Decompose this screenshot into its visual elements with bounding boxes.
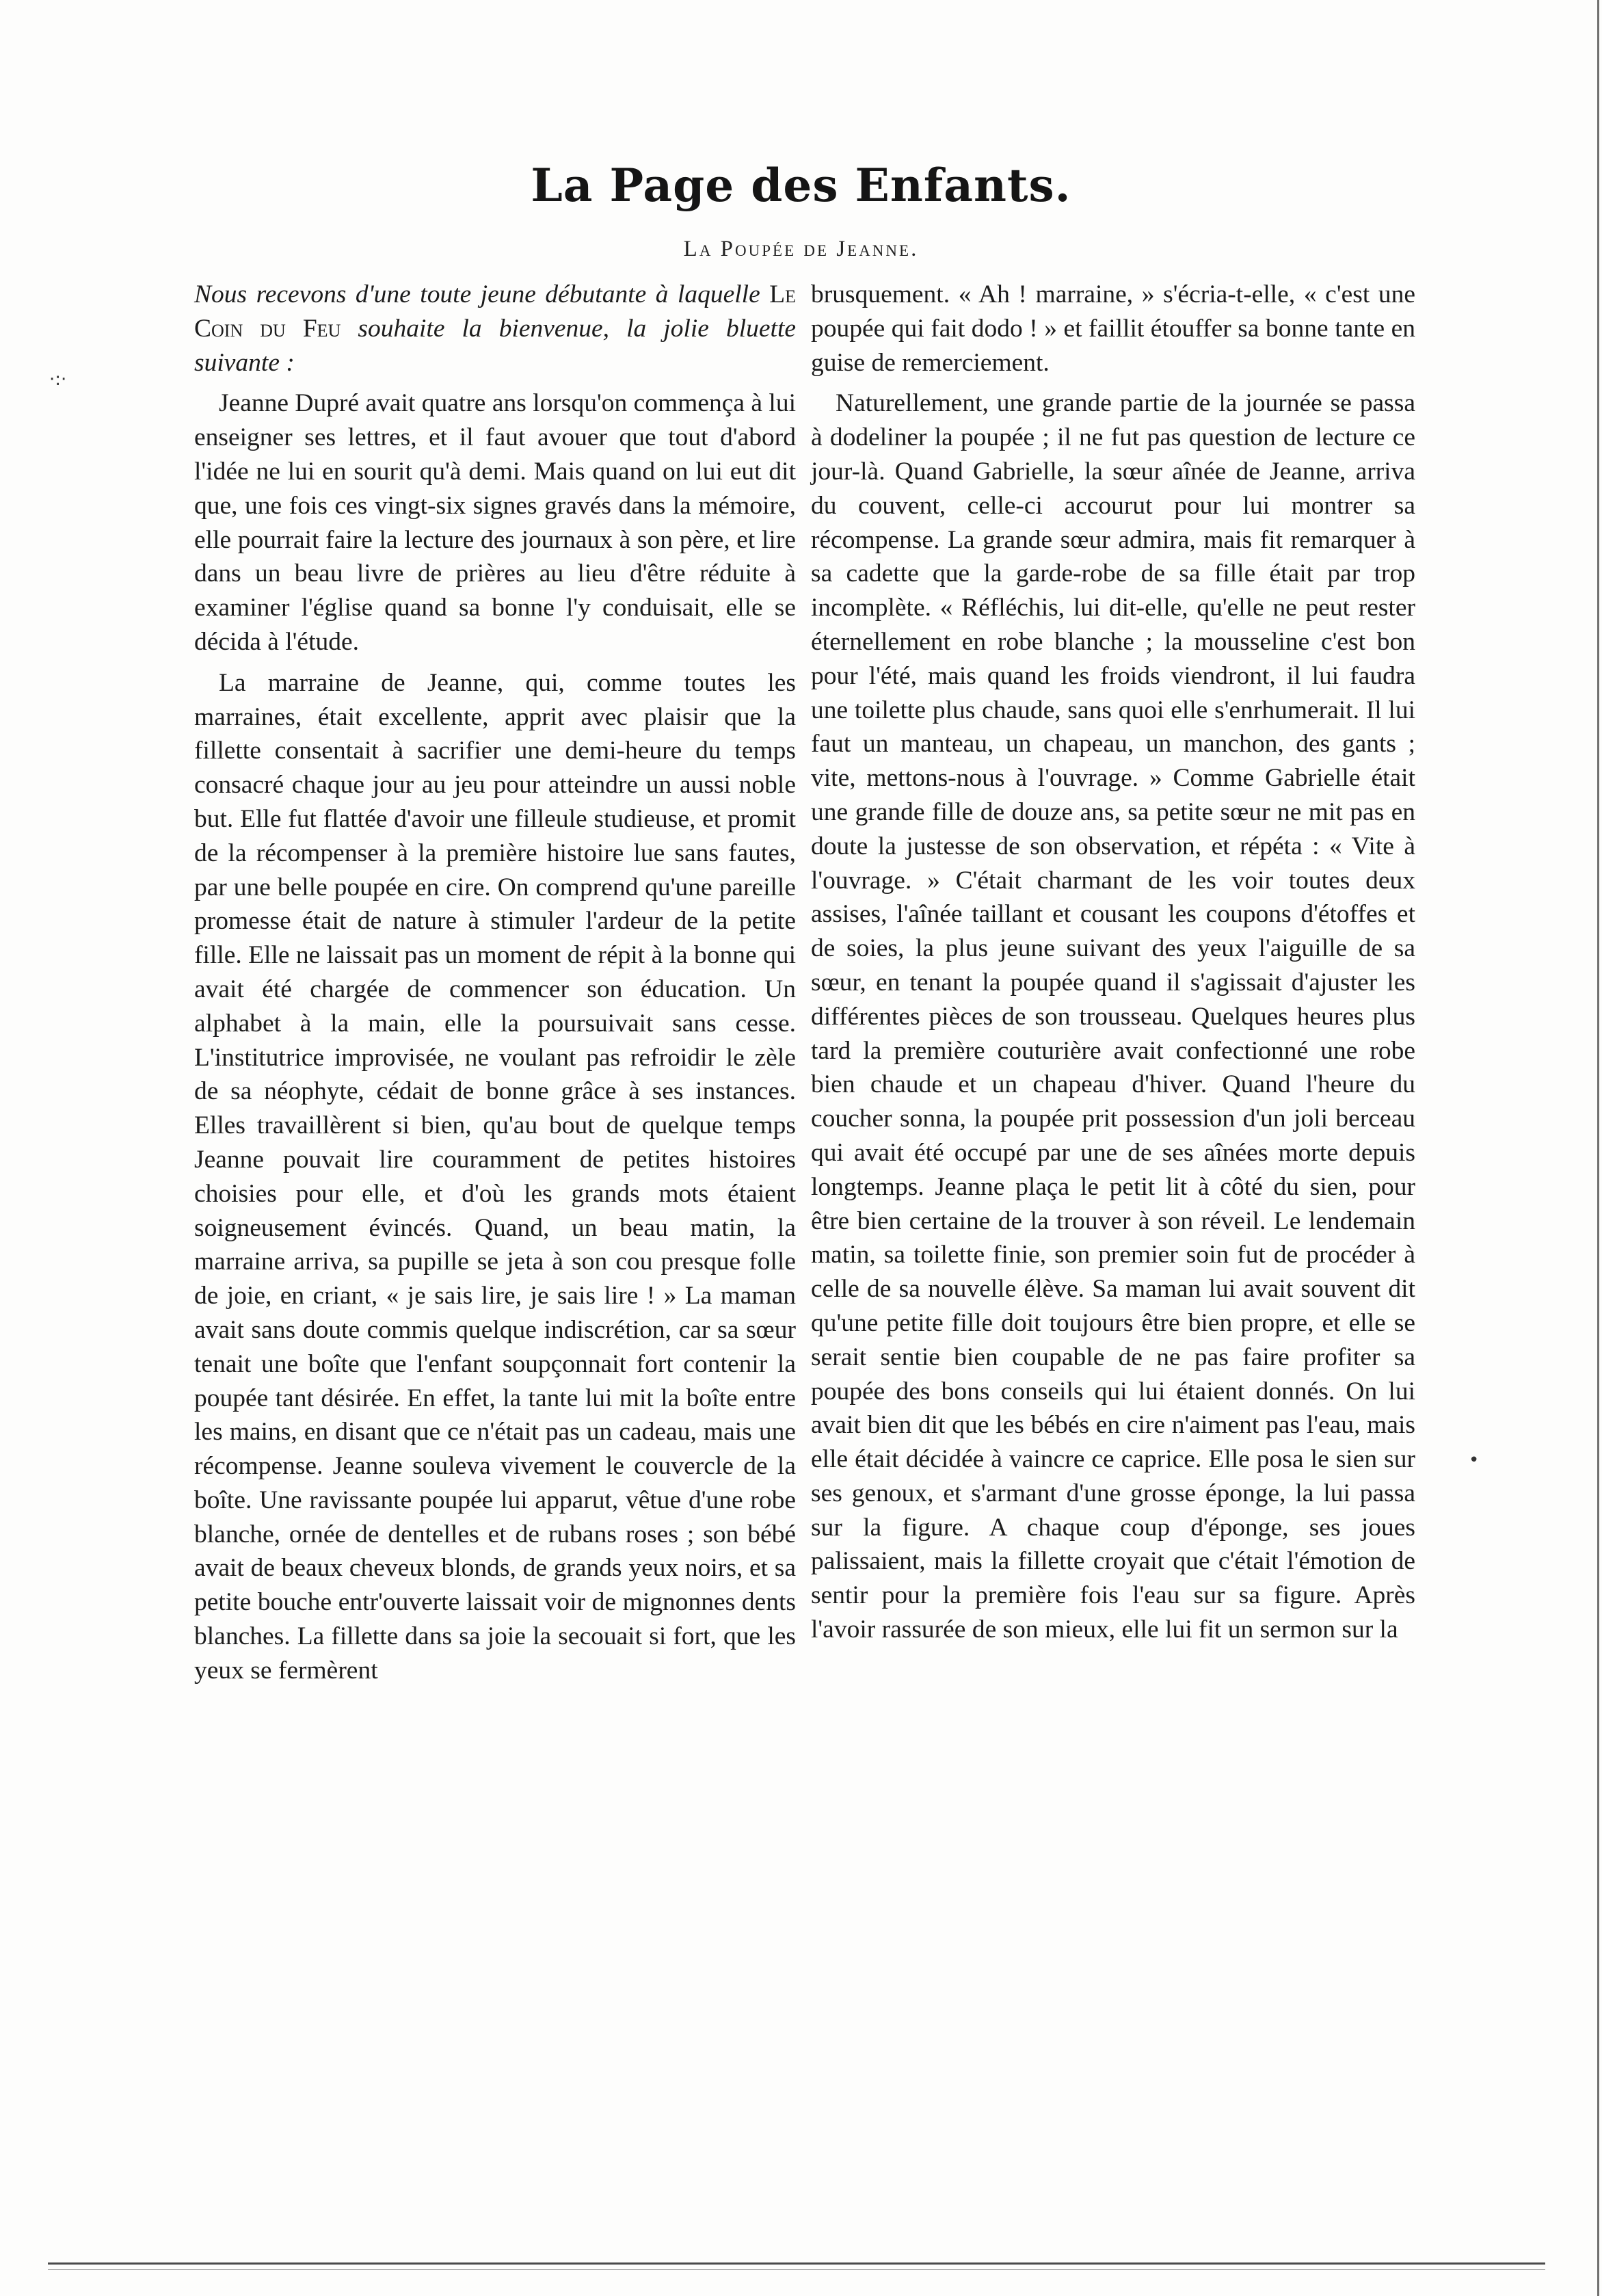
margin-mark: ·:· <box>49 369 67 390</box>
margin-mark: • <box>1469 1450 1480 1470</box>
page-title: La Page des Enfants. <box>531 159 1071 212</box>
intro-paragraph <box>194 278 796 380</box>
intro-text-before: Nous recevons d'une toute jeune débutante à laquelle <box>194 280 760 308</box>
story-title: La Poupée de Jeanne. <box>683 237 919 261</box>
left-column <box>194 278 796 1695</box>
intro-text-after: souhaite la bienvenue, la jolie bluette suivante : <box>194 314 797 377</box>
bottom-rule <box>48 2269 1545 2270</box>
paragraph: Jeanne Dupré avait quatre ans lorsqu'on commença à lui enseigner ses lettres, et il faut avouer que tout d'abord l'idée ne lui en sourit qu'à demi. Mais quand on lui eut dit que, une fois ces vingt-six signes gravés dans la mémoire, elle pourrait faire la lecture des journaux à son père, et lire dans un beau livre de prières au lieu d'être réduite à examiner l'église quand sa bonne l'y conduisait, elle se décida à l'étude. <box>194 389 796 656</box>
page-edge <box>1597 0 1599 2296</box>
bottom-rule <box>48 2262 1545 2265</box>
right-column <box>811 278 1415 1654</box>
paragraph: La marraine de Jeanne, qui, comme toutes les marraines, était excellente, apprit avec plaisir que la fillette consentait à sacrifier une demi-heure du temps consacré chaque jour au jeu pour atteindre un aussi noble but. Elle fut flattée d'avoir une filleule studieuse, et promit de la récompenser à la première histoire lue sans fautes, par une belle poupée en cire. On comprend qu'une pareille promesse était de nature à stimuler l'ardeur de la petite fille. Elle ne laissait pas un moment de répit à la bonne qui avait été chargée de commencer son éducation. Un alphabet à la main, elle la poursuivait sans cesse. L'institutrice improvisée, ne voulant pas refroidir le zèle de sa néophyte, cédait de bonne grâce à ses instances. Elles travaillèrent si bien, qu'au bout de quelque temps Jeanne pouvait lire couramment de petites histoires choisies pour elle, et d'où les grands mots étaient soigneusement évincés. Quand, un beau matin, la marraine arriva, sa pupille se jeta à son cou presque folle de joie, en criant, « je sais lire, je sais lire ! » La maman avait sans doute commis quelque indiscrétion, car sa sœur tenait une boîte que l'enfant soupçonnait fort contenir la poupée tant désirée. En effet, la tante lui mit la boîte entre les mains, en disant que ce n'était pas un cadeau, mais une récompense. Jeanne souleva vivement le couvercle de la boîte. Une ravissante poupée lui apparut, vêtue d'une robe blanche, ornée de dentelles et de rubans roses ; son bébé avait de beaux cheveux blonds, de grands yeux noirs, et sa petite bouche entr'ouverte laissait voir de mignonnes dents blanches. La fillette dans sa joie la secouait si fort, que les yeux se fermèrent <box>194 668 796 1685</box>
paragraph: brusquement. « Ah ! marraine, » s'écria-t-elle, « c'est une poupée qui fait dodo ! » et faillit étouffer sa bonne tante en guise de remerciement. <box>811 280 1415 377</box>
paragraph: Naturellement, une grande partie de la journée se passa à dodeliner la poupée ; il ne fut pas question de lecture ce jour-là. Quand Gabrielle, la sœur aînée de Jeanne, arriva du couvent, celle-ci accourut pour lui montrer sa récompense. La grande sœur admira, mais fit remarquer à sa cadette que la garde-robe de sa fille était par trop incomplète. « Réfléchis, lui dit-elle, qu'elle ne peut rester éternellement en robe blanche ; la mousseline c'est bon pour l'été, mais quand les froids viendront, il lui faudra une toilette plus chaude, sans quoi elle s'enrhumerait. Il lui faut un manteau, un chapeau, un manchon, des gants ; vite, mettons-nous à l'ouvrage. » Comme Gabrielle était une grande fille de douze ans, sa petite sœur ne mit pas en doute la justesse de son observation, et répéta : « Vite à l'ouvrage. » C'était charmant de les voir toutes deux assises, l'aînée taillant et cousant les coupons d'étoffes et de soies, la plus jeune suivant des yeux l'aiguille de sa sœur, en tenant la poupée quand il s'agissait d'ajuster les différentes pièces de son trousseau. Quelques heures plus tard la première couturière avait confectionné une robe bien chaude et un chapeau d'hiver. Quand l'heure du coucher sonna, la poupée prit possession d'un joli berceau qui avait été occupé par une de ses aînées morte depuis longtemps. Jeanne plaça le petit lit à côté du sien, pour être bien certaine de la trouver à son réveil. Le lendemain matin, sa toilette finie, son premier soin fut de procéder à celle de sa nouvelle élève. Sa maman lui avait souvent dit qu'une petite fille doit toujours être bien propre, et elle se serait sentie bien coupable de ne pas faire profiter sa poupée des bons conseils qui lui étaient donnés. On lui avait bien dit que les bébés en cire n'aiment pas l'eau, mais elle était décidée à vaincre ce caprice. Elle posa le sien sur ses genoux, et s'armant d'une grosse éponge, la lui passa sur la figure. A chaque coup d'éponge, ses joues palissaient, mais la fillette croyait que c'était l'émotion de sentir pour la première fois l'eau sur sa figure. Après l'avoir rassurée de son mieux, elle lui fit un sermon sur la <box>811 389 1415 1644</box>
publication-name: Le Coin du Feu <box>194 280 796 343</box>
